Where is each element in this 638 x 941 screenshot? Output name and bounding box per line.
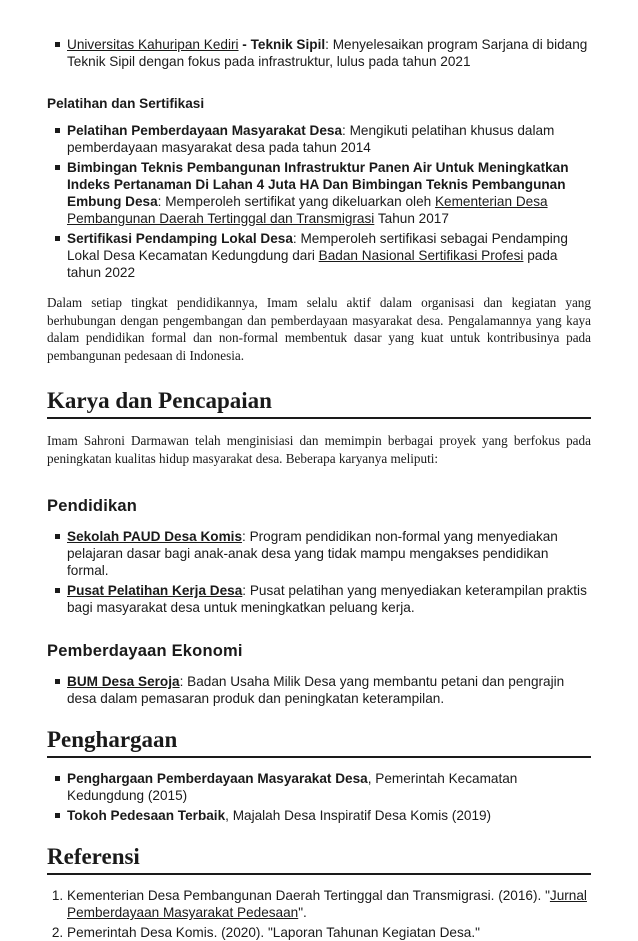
list-item xyxy=(67,673,591,707)
ministry-link[interactable]: Kementerian Desa Pembangunan Daerah Tertinggal dan Transmigrasi xyxy=(67,194,548,226)
reference-text: Pemerintah Desa Komis. (2020). "Laporan Tahunan Kegiatan Desa." xyxy=(67,925,480,940)
list-item xyxy=(67,528,591,579)
list-item-text: Tahun 2017 xyxy=(374,211,449,226)
list-item-text: : Pusat pelatihan yang menyediakan keterampilan praktis bagi masyarakat desa untuk meningkatkan peluang kerja. xyxy=(67,583,587,615)
reference-item xyxy=(67,924,591,941)
list-item xyxy=(67,807,591,824)
ekonomi-heading: Pemberdayaan Ekonomi xyxy=(47,642,243,660)
pendidikan-list xyxy=(47,528,591,616)
list-item-title: Pelatihan Pemberdayaan Masyarakat Desa xyxy=(67,123,343,138)
list-item xyxy=(67,122,591,156)
works-intro: Imam Sahroni Darmawan telah menginisiasi dan memimpin berbagai proyek yang berfokus pada peningkatan kualitas hidup masyarakat desa. Beberapa karyanya meliputi: xyxy=(47,433,591,466)
university-link[interactable]: Universitas Kahuripan Kediri xyxy=(67,37,239,52)
training-list xyxy=(47,122,591,281)
references-heading: Referensi xyxy=(47,844,591,875)
list-item-text: : Program pendidikan non-formal yang menyediakan pelajaran dasar bagi anak-anak desa yang tidak mampu mengakses pendidikan formal. xyxy=(67,529,558,578)
awards-heading: Penghargaan xyxy=(47,727,591,758)
list-item-title: Bimbingan Teknis Pembangunan Infrastruktur Panen Air Untuk Meningkatkan Indeks Pertanaman Di Lahan 4 Juta HA Dan Bimbingan Teknis Pembangunan Embung Desa xyxy=(67,160,569,209)
awards-list xyxy=(47,770,591,824)
award-title: Tokoh Pedesaan Terbaik xyxy=(67,808,226,823)
ekonomi-list xyxy=(47,673,591,707)
bnsp-link[interactable]: Badan Nasional Sertifikasi Profesi xyxy=(318,248,524,263)
award-title: Penghargaan Pemberdayaan Masyarakat Desa xyxy=(67,771,368,786)
program-label: - Teknik Sipil xyxy=(238,37,326,52)
pendidikan-heading: Pendidikan xyxy=(47,497,138,515)
education-list xyxy=(47,36,591,70)
list-item xyxy=(67,582,591,616)
list-item xyxy=(67,36,591,70)
references-list xyxy=(47,887,591,941)
list-item-text: : Menyelesaikan program Sarjana di bidang Teknik Sipil dengan fokus pada infrastruktur, lulus pada tahun 2021 xyxy=(67,37,588,69)
list-item-text: : Mengikuti pelatihan khusus dalam pemberdayaan masyarakat desa pada tahun 2014 xyxy=(67,123,555,155)
list-item-text: , Majalah Desa Inspiratif Desa Komis (2019) xyxy=(225,808,492,823)
reference-text: Kementerian Desa Pembangunan Daerah Tertinggal dan Transmigrasi. (2016). " xyxy=(67,888,550,903)
training-center-link[interactable]: Pusat Pelatihan Kerja Desa xyxy=(67,583,243,598)
list-item-text: pada tahun 2022 xyxy=(67,248,558,280)
works-heading: Karya dan Pencapaian xyxy=(47,388,591,419)
paud-link[interactable]: Sekolah PAUD Desa Komis xyxy=(67,529,243,544)
bumdes-link[interactable]: BUM Desa Seroja xyxy=(67,674,180,689)
list-item-text: : Memperoleh sertifikat yang dikeluarkan oleh xyxy=(157,194,435,209)
list-item-title: Sertifikasi Pendamping Lokal Desa xyxy=(67,231,293,246)
list-item-text: : Badan Usaha Milik Desa yang membantu petani dan pengrajin desa dalam pemasaran produk dan peningkatan keterampilan. xyxy=(67,674,565,706)
list-item xyxy=(67,770,591,804)
list-item-text: : Memperoleh sertifikasi sebagai Pendamping Lokal Desa Kecamatan Kedungdung dari xyxy=(67,231,568,263)
training-heading: Pelatihan dan Sertifikasi xyxy=(47,96,205,111)
reference-item xyxy=(67,887,591,921)
journal-link[interactable]: Jurnal Pemberdayaan Masyarakat Pedesaan xyxy=(67,888,587,920)
education-summary: Dalam setiap tingkat pendidikannya, Imam selalu aktif dalam organisasi dan kegiatan yang berhubungan dengan pengembangan dan pemberdayaan masyarakat desa. Pengalamannya yang kaya dalam pendidikan formal dan non-formal membentuk dasar yang kuat untuk kontribusinya pada pembangunan pedesaan di Indonesia. xyxy=(47,295,591,363)
list-item xyxy=(67,159,591,227)
list-item xyxy=(67,230,591,281)
reference-text: ". xyxy=(298,905,307,920)
list-item-text: , Pemerintah Kecamatan Kedungdung (2015) xyxy=(67,771,518,803)
